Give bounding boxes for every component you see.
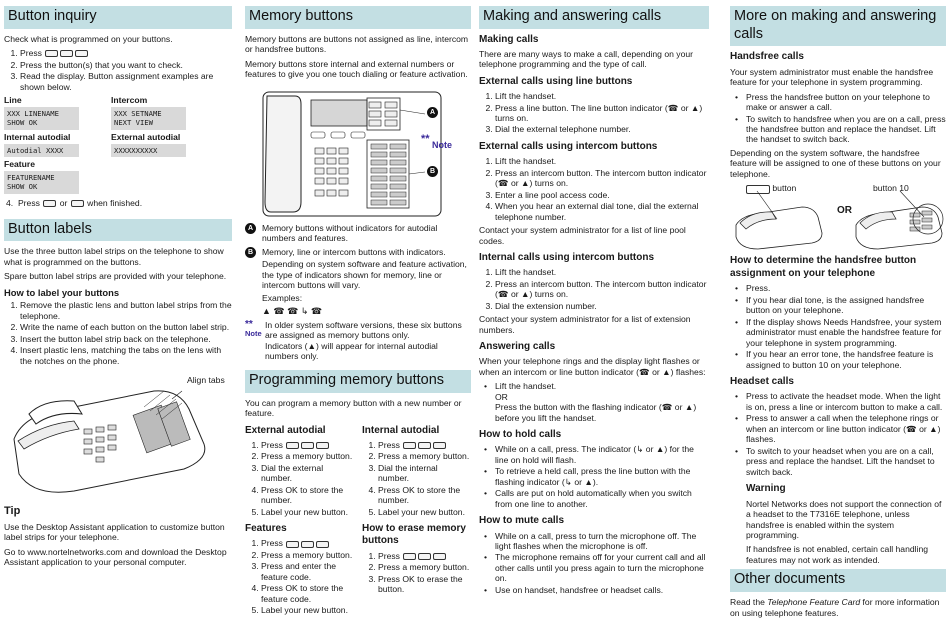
answering-p: When your telephone rings and the display light flashes or when an intercom or line button indicator (☎ or ▲) flashes: bbox=[479, 356, 706, 377]
handsfree-list: • Press the handsfree button on your telephone to make or answer a call. • To switch to handsfree when you are on a call, press the handsfree button and replace the handset. Lift the handset to switch back. bbox=[730, 92, 946, 145]
features-title: Features bbox=[245, 523, 287, 535]
legend-b bbox=[245, 247, 471, 317]
int-intercom-after: Contact your system administrator for a list of extension numbers. bbox=[479, 314, 691, 335]
note-text-2: Indicators (▲) will appear for internal autodial numbers only. bbox=[265, 340, 438, 362]
handsfree-p2: Depending on the system software, the handsfree feature will be assigned to one of these buttons on your telephone. bbox=[730, 147, 941, 179]
handsfree-title: Handsfree calls bbox=[730, 51, 804, 63]
display-example-line: Line XXX LINENAME SHOW OK bbox=[4, 95, 109, 130]
features-steps: 1. Press 2. Press a memory button. 3. Press and enter the feature code. 4. Press OK to store the feature code. 5. Label your new button. bbox=[245, 538, 354, 615]
column-1 bbox=[4, 6, 232, 572]
label-button: button bbox=[772, 183, 797, 194]
section-header-button-inquiry: Button inquiry bbox=[4, 6, 232, 29]
ext-line-title: External calls using line buttons bbox=[479, 75, 633, 87]
legend-b-text-1: Memory, line or intercom buttons with indicators. bbox=[262, 246, 446, 257]
column-2 bbox=[245, 6, 471, 619]
external-autodial-steps: 1. Press 2. Press a memory button. 3. Dial the external number. 4. Press OK to store the number. 5. Label your new button. bbox=[245, 440, 354, 517]
hold-title: How to hold calls bbox=[479, 429, 562, 441]
section-header-making-answering: Making and answering calls bbox=[479, 6, 709, 29]
legend-example-icons: ▲ ☎ ☎ ↳ ☎ bbox=[262, 306, 323, 317]
memory-p2: Memory buttons store internal and external numbers or features to give you one touch dialing or feature activation. bbox=[245, 58, 468, 80]
labels-step: 3. Insert the button label strip back on the telephone. bbox=[20, 334, 232, 344]
section-header-more-calls: More on making and answering calls bbox=[730, 6, 946, 46]
memory-note: ** Note In older system software versions, these six buttons are assigned as memory buttons only. Indicators (▲) will appear for internal autodial numbers only. bbox=[245, 320, 471, 362]
label-phone-illustration bbox=[4, 369, 232, 497]
answering-list: • Lift the handset. OR Press the button with the flashing indicator (☎ or ▲) before you lift the handset. bbox=[479, 381, 709, 423]
inquiry-step-2: 2. Press the button(s) that you want to check. bbox=[20, 60, 232, 70]
marker-b: B bbox=[427, 166, 438, 177]
inquiry-step-4: 4. Press or when finished. bbox=[6, 198, 143, 209]
ext-intercom-steps: 1. Lift the handset. 2. Press an intercom button. The intercom button indicator (☎ or ▲) turns on. 3. Enter a line pool access code. 4. When you hear an external dial tone, dial the external telephone number. bbox=[479, 156, 709, 222]
ext-line-steps: 1. Lift the handset. 2. Press a line button. The line button indicator (☎ or ▲) turns on. 3. Dial the external telephone number. bbox=[479, 91, 709, 135]
label-button-10: button 10 bbox=[873, 183, 909, 194]
programming-intro: You can program a memory button with a new number or feature. bbox=[245, 397, 462, 419]
headset-title: Headset calls bbox=[730, 376, 794, 388]
making-calls-title: Making calls bbox=[479, 33, 539, 45]
section-header-button-labels: Button labels bbox=[4, 219, 232, 242]
labels-p1: Use the three button label strips on the telephone to show what is programmed on the buttons. bbox=[4, 246, 224, 267]
mute-title: How to mute calls bbox=[479, 515, 565, 527]
int-intercom-title: Internal calls using intercom buttons bbox=[479, 252, 655, 264]
labels-step: 1. Remove the plastic lens and button label strips from the telephone. bbox=[20, 300, 232, 321]
determine-title: How to determine the handsfree button assignment on your telephone bbox=[730, 255, 917, 279]
ext-intercom-title: External calls using intercom buttons bbox=[479, 140, 658, 152]
erase-steps: 1. Press 2. Press a memory button. 3. Press OK to erase the button. bbox=[362, 551, 471, 595]
warning-title: Warning bbox=[746, 483, 786, 495]
legend-examples: Examples: bbox=[262, 292, 303, 303]
ext-intercom-after: Contact your system administrator for a list of line pool codes. bbox=[479, 225, 686, 246]
release-key-icon bbox=[71, 200, 84, 207]
display-example-external-autodial: External autodial XXXXXXXXXX bbox=[111, 132, 216, 157]
inquiry-intro: Check what is programmed on your buttons. bbox=[4, 33, 173, 44]
hold-list: • While on a call, press. The indicator (↳ or ▲) for the line on hold will flash. • To retrieve a held call, press the line button with the flashing indicator (↳ or ▲). • Calls are put on hold automatically when you switch from one line to another. bbox=[479, 444, 709, 509]
memory-note-marker: ** Note bbox=[421, 132, 452, 150]
memory-phone-illustration bbox=[245, 84, 471, 219]
handsfree-p: Your system administrator must enable the handsfree feature for your telephone in system programming. bbox=[730, 66, 934, 88]
other-documents-p: Read the Telephone Feature Card for more information on using telephone features. bbox=[730, 597, 940, 618]
display-example-internal-autodial: Internal autodial Autodial XXXX bbox=[4, 132, 109, 157]
internal-autodial-steps: 1. Press 2. Press a memory button. 3. Dial the internal number. 4. Press OK to store the number. 5. Label your new button. bbox=[362, 440, 471, 517]
determine-list: • Press. • If you hear dial tone, is the assigned handsfree button on your telephone. • If the display shows Needs Handsfree, your system administrator must enable the handsfree feature for your telephone in system programming. • If you hear an error tone, the handsfree feature is assigned to button 10 on your telephone. bbox=[730, 283, 946, 370]
phone-lens-illustration bbox=[4, 369, 232, 497]
labels-how-title: How to label your buttons bbox=[4, 286, 120, 298]
making-calls-p: There are many ways to make a call, depending on your telephone programming and the type of call. bbox=[479, 48, 694, 70]
int-intercom-steps: 1. Lift the handset. 2. Press an intercom button. The intercom button indicator (☎ or ▲) turns on. 3. Dial the extension number. bbox=[479, 267, 709, 311]
tip-p1: Use the Desktop Assistant application to customize button label strips for your telephone. bbox=[4, 521, 225, 543]
mute-list: • While on a call, press to turn the microphone off. The light flashes when the microphone is off. • The microphone remains off for your current call and all other calls until you press again to turn the microphone on. • Use on handset, handsfree or headset calls. bbox=[479, 531, 709, 596]
external-autodial-title: External autodial bbox=[245, 424, 326, 436]
legend-b-text-2: Depending on system software and feature activation, the type of indicators shown for memory, line or intercom buttons will vary. bbox=[262, 259, 467, 291]
warning-p1: Nortel Networks does not support the connection of a headset to the T7316E telephone, unless handsfree is enabled within the system programming. bbox=[746, 498, 942, 540]
programming-grid bbox=[245, 423, 471, 619]
handsfree-or: OR bbox=[837, 205, 852, 217]
tip-title: Tip bbox=[4, 505, 21, 518]
inquiry-step-1: 1. Press bbox=[20, 48, 232, 58]
labels-p2: Spare button label strips are provided with your telephone. bbox=[4, 271, 227, 282]
internal-autodial-title: Internal autodial bbox=[362, 424, 440, 436]
star-key-icon bbox=[60, 50, 73, 57]
labels-steps bbox=[4, 300, 232, 366]
display-examples bbox=[4, 95, 232, 194]
legend-a bbox=[245, 223, 471, 244]
headset-list: • Press to activate the headset mode. When the light is on, press a line or intercom button to make a call. • Press to answer a call when the telephone rings or when an intercom or line button indicator (☎ or ▲) flashes. • To switch to your headset when you are on a call, press and replace the handset. Lift the handset to switch back. bbox=[730, 391, 946, 477]
section-header-other-documents: Other documents bbox=[730, 569, 946, 592]
labels-step: 2. Write the name of each button on the button label strip. bbox=[20, 322, 232, 332]
legend-a-badge: A bbox=[245, 223, 256, 234]
warning-p2: If handsfree is not enabled, certain call handling features may not work as intended. bbox=[746, 544, 929, 565]
align-tabs-label: Align tabs bbox=[187, 375, 225, 386]
display-example-feature: Feature FEATURENAME SHOW OK bbox=[4, 159, 109, 194]
tip-p2: Go to www.nortelnetworks.com and download the Desktop Assistant application to your personal computer. bbox=[4, 546, 227, 568]
legend-b-badge: B bbox=[245, 247, 256, 258]
column-4 bbox=[730, 6, 946, 622]
answering-title: Answering calls bbox=[479, 341, 556, 353]
display-example-intercom: Intercom XXX SETNAME NEXT VIEW bbox=[111, 95, 216, 130]
handsfree-illustration bbox=[730, 183, 946, 249]
labels-step: 4. Insert plastic lens, matching the tabs on the lens with the notches on the phone. bbox=[20, 345, 232, 366]
memory-p1: Memory buttons are buttons not assigned as line, intercom or handsfree buttons. bbox=[245, 33, 469, 55]
handsfree-phones-illustration bbox=[732, 195, 946, 249]
feature-key-icon bbox=[43, 200, 56, 207]
erase-title: How to erase memory buttons bbox=[362, 523, 466, 547]
section-header-programming: Programming memory buttons bbox=[245, 370, 471, 393]
legend-a-text: Memory buttons without indicators for autodial numbers and features. bbox=[262, 222, 438, 244]
feature-key-icon bbox=[45, 50, 58, 57]
note-text-1: In older system software versions, these six buttons are assigned as memory buttons only. bbox=[265, 319, 462, 341]
zero-key-icon bbox=[75, 50, 88, 57]
phone-front-illustration bbox=[245, 84, 471, 219]
inquiry-steps bbox=[4, 48, 232, 92]
marker-a: A bbox=[427, 107, 438, 118]
column-3 bbox=[479, 6, 709, 598]
inquiry-step-3: 3. Read the display. Button assignment examples are shown below. bbox=[20, 71, 232, 92]
section-header-memory-buttons: Memory buttons bbox=[245, 6, 471, 29]
